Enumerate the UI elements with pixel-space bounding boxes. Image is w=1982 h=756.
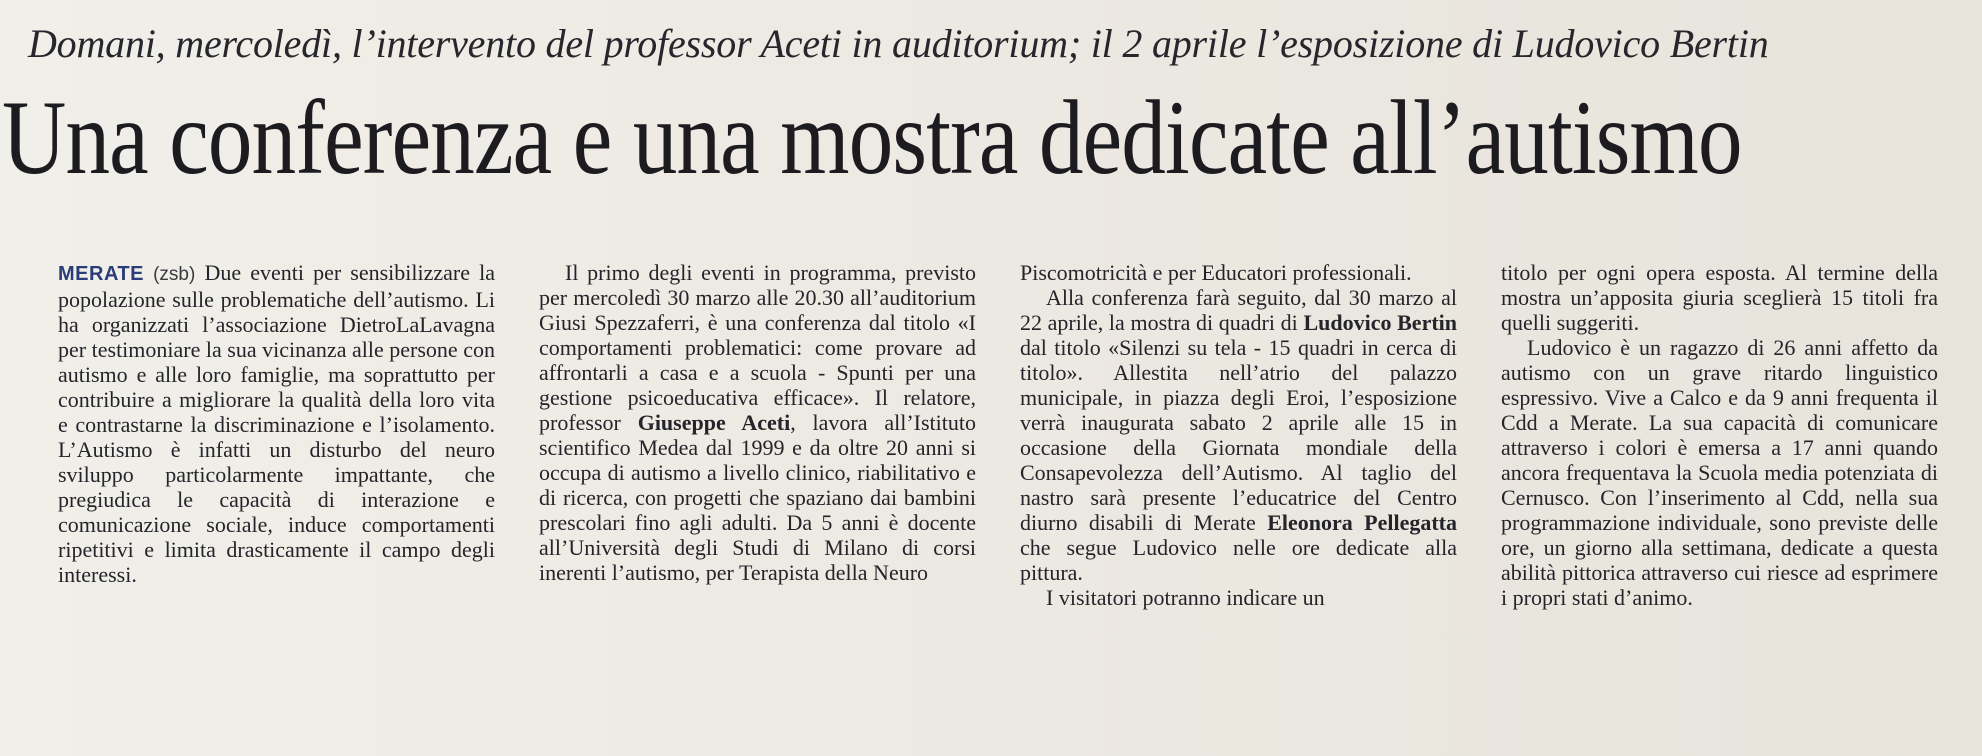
dateline: MERATE [58,263,144,285]
paragraph: titolo per ogni opera esposta. Al termine della mostra un’apposita giuria sceglierà 15 titoli fra quelli suggeriti. [1501,260,1938,335]
paragraph-text: , lavora all’Istituto scientifico Medea dal 1999 e da oltre 20 anni si occupa di autismo a livello clinico, riabilitativo e di ricerca, con progetti che spaziano dai bambini prescolari fino agli adulti. Da 5 anni è docente all’Università degli Studi di Milano di corsi inerenti l’autismo, per Terapista della Neuro [539,410,976,585]
paragraph-text: Due eventi per sensibilizzare la popolazione sulle problematiche dell’autismo. Li ha organizzati l’associazione DietroLaLavagna per testimoniare la sua vicinanza alle persone con autismo e alle loro famiglie, ma soprattutto per contribuire a migliorare la qualità della loro vita e contrastarne la discriminazione e l’isolamento. L’Autismo è infatti un disturbo del neuro sviluppo particolarmente impattante, che pregiudica le capacità di interazione e comunicazione sociale, induce comportamenti ripetitivi e limita drasticamente il campo degli interessi. [58,260,496,587]
article-headline: Una conferenza e una mostra dedicate all’autismo [2,79,1742,196]
author-initials: (zsb) [153,264,196,285]
paragraph-text: che segue Ludovico nelle ore dedicate alla pittura. [1020,535,1457,585]
paragraph: I visitatori potranno indicare un [1046,585,1325,610]
article-column-3 [1020,260,1457,750]
paragraph-text: Il primo degli eventi in programma, previsto per mercoledì 30 marzo alle 20.30 all’auditorium Giusi Spezzaferri, è una conferenza dal titolo «I comportamenti problematici: come provare ad affrontarli a casa e a scuola - Spunti per una gestione psicoeducativa efficace». Il relatore, professor [539,260,976,435]
article-column-1 [58,260,495,750]
paragraph [58,260,495,587]
article-body [58,260,1938,750]
article-column-2 [539,260,976,750]
paragraph [539,260,976,585]
person-name: Eleonora Pellegatta [1267,510,1457,535]
article-column-4 [1501,260,1938,750]
person-name: Giuseppe Aceti [637,410,791,435]
article-kicker: Domani, mercoledì, l’intervento del professor Aceti in auditorium; il 2 aprile l’esposizione di Ludovico Bertin [28,21,1769,66]
paragraph: Ludovico è un ragazzo di 26 anni affetto da autismo con un grave ritardo linguistico espressivo. Vive a Calco e da 9 anni frequenta il Cdd a Merate. La sua capacità di comunicare attraverso i colori è emersa a 17 anni quando ancora frequentava la Scuola media potenziata di Cernusco. Con l’inserimento al Cdd, nella sua programmazione individuale, sono previste delle ore, un giorno alla settimana, dedicate a questa abilità pittorica attraverso cui riesce ad esprimere i propri stati d’animo. [1501,335,1938,610]
paragraph: Piscomotricità e per Educatori professionali. [1020,260,1412,285]
paragraph-text: dal titolo «Silenzi su tela - 15 quadri in cerca di titolo». Allestita nell’atrio del palazzo municipale, in piazza degli Eroi, l’esposizione verrà inaugurata sabato 2 aprile alle 15 in occasione della Giornata mondiale della Consapevolezza dell’Autismo. Al taglio del nastro sarà presente l’educatrice del Centro diurno disabili di Merate [1020,335,1457,535]
paragraph [1020,285,1457,585]
paragraph-text: Alla conferenza farà seguito, dal 30 marzo al 22 aprile, la mostra di quadri di [1020,285,1457,335]
person-name: Ludovico Bertin [1303,310,1458,335]
